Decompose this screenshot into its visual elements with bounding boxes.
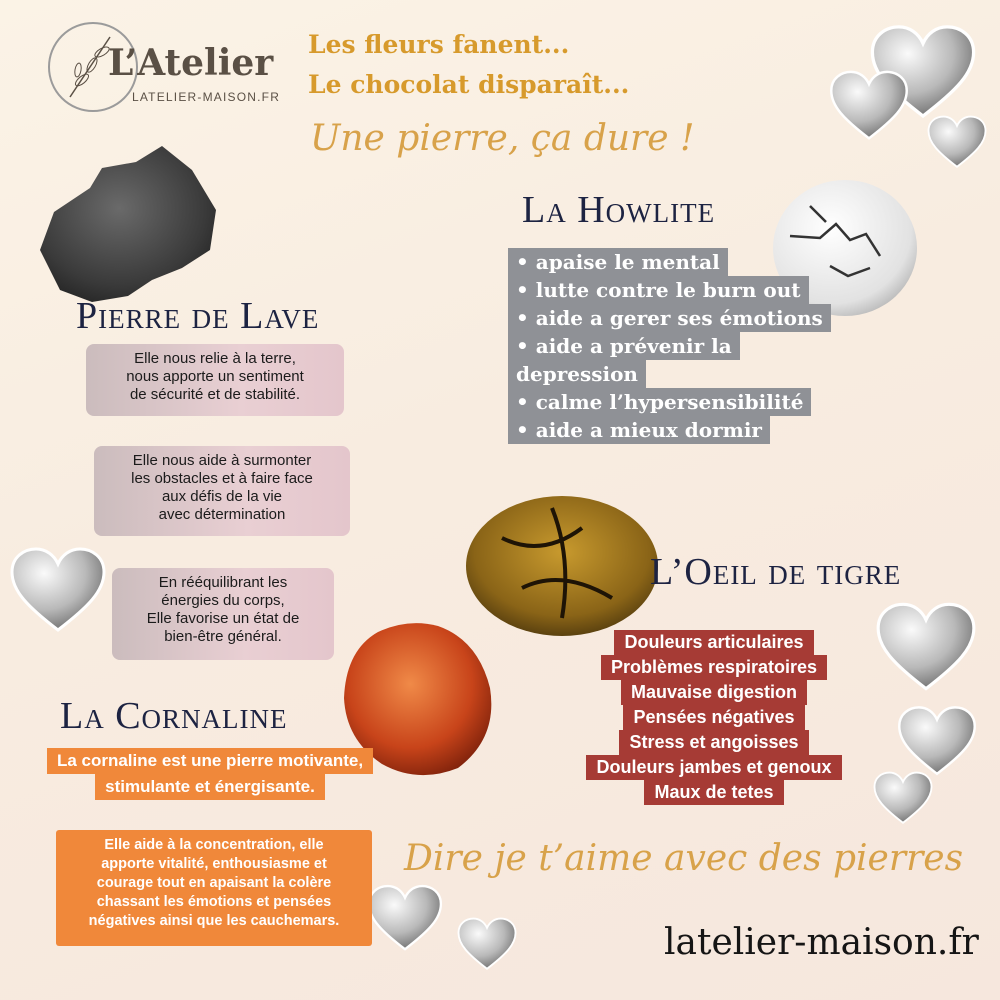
text-line: chassant les émotions et pensées: [96, 894, 332, 910]
howlite-title: La Howlite: [522, 189, 716, 231]
text-line: courage tout en apaisant la colère: [96, 875, 332, 891]
list-item: • aide a mieux dormir: [508, 416, 770, 444]
heart-icon: [896, 704, 978, 778]
text-line: nous apporte un sentiment: [126, 368, 304, 385]
logo-subtitle: LATELIER-MAISON.FR: [132, 90, 281, 104]
logo: [48, 22, 288, 114]
tagline-flowers: Les fleurs fanent...: [308, 30, 570, 59]
text-line: Elle aide à la concentration, elle: [104, 837, 324, 853]
text-line: En rééquilibrant les: [158, 574, 288, 591]
list-item: Maux de tetes: [644, 780, 783, 805]
text-line: énergies du corps,: [161, 592, 285, 609]
howlite-list: [508, 248, 831, 444]
list-item: Mauvaise digestion: [621, 680, 807, 705]
heart-icon: [8, 544, 108, 636]
carnelian-title: La Cornaline: [60, 695, 288, 737]
logo-title: L’Atelier: [108, 42, 274, 84]
list-item: Pensées négatives: [623, 705, 804, 730]
carnelian-intro: [20, 748, 400, 800]
text-line: apporte vitalité, enthousiasme et: [101, 856, 327, 872]
heart-icon: [926, 114, 988, 170]
lava-title: Pierre de Lave: [76, 295, 320, 337]
text-line: les obstacles et à faire face: [131, 470, 313, 487]
lava-text-box: [94, 446, 350, 536]
carnelian-text-box: [56, 830, 372, 946]
text-line: négatives ainsi que les cauchemars.: [88, 913, 340, 929]
list-item: Douleurs articulaires: [614, 630, 813, 655]
tagline-script: Une pierre, ça dure !: [310, 118, 695, 159]
text-line: avec détermination: [158, 506, 286, 523]
text-line: aux défis de la vie: [161, 488, 283, 505]
website-url[interactable]: latelier-maison.fr: [664, 922, 979, 963]
list-item: • lutte contre le burn out: [508, 276, 809, 304]
lava-text-box: [112, 568, 334, 660]
lava-text-box: [86, 344, 344, 416]
text-line: Elle nous aide à surmonter: [132, 452, 312, 469]
text-line: stimulante et énergisante.: [95, 774, 325, 800]
list-item: Stress et angoisses: [619, 730, 808, 755]
list-item: • calme l’hypersensibilité: [508, 388, 811, 416]
text-line: Elle favorise un état de: [146, 610, 300, 627]
lava-stone-image: [32, 140, 224, 310]
list-item: • aide a prévenir la: [508, 332, 740, 360]
tiger-eye-list: [554, 630, 874, 805]
text-line: La cornaline est une pierre motivante,: [47, 748, 373, 774]
text-line: Elle nous relie à la terre,: [134, 350, 296, 367]
list-item: Problèmes respiratoires: [601, 655, 827, 680]
heart-icon: [874, 600, 978, 694]
list-item: • apaise le mental: [508, 248, 728, 276]
text-line: de sécurité et de stabilité.: [129, 386, 301, 403]
closing-script: Dire je t’aime avec des pierres: [404, 838, 964, 879]
tagline-chocolate: Le chocolat disparaît...: [308, 70, 630, 99]
list-item: depression: [508, 360, 646, 388]
text-line: bien-être général.: [164, 628, 282, 645]
tiger-eye-title: L’Oeil de tigre: [650, 551, 902, 593]
list-item: Douleurs jambes et genoux: [586, 755, 841, 780]
heart-icon: [828, 68, 910, 143]
heart-icon: [366, 882, 444, 954]
heart-icon: [456, 916, 518, 972]
list-item: • aide a gerer ses émotions: [508, 304, 831, 332]
heart-icon: [872, 770, 934, 826]
